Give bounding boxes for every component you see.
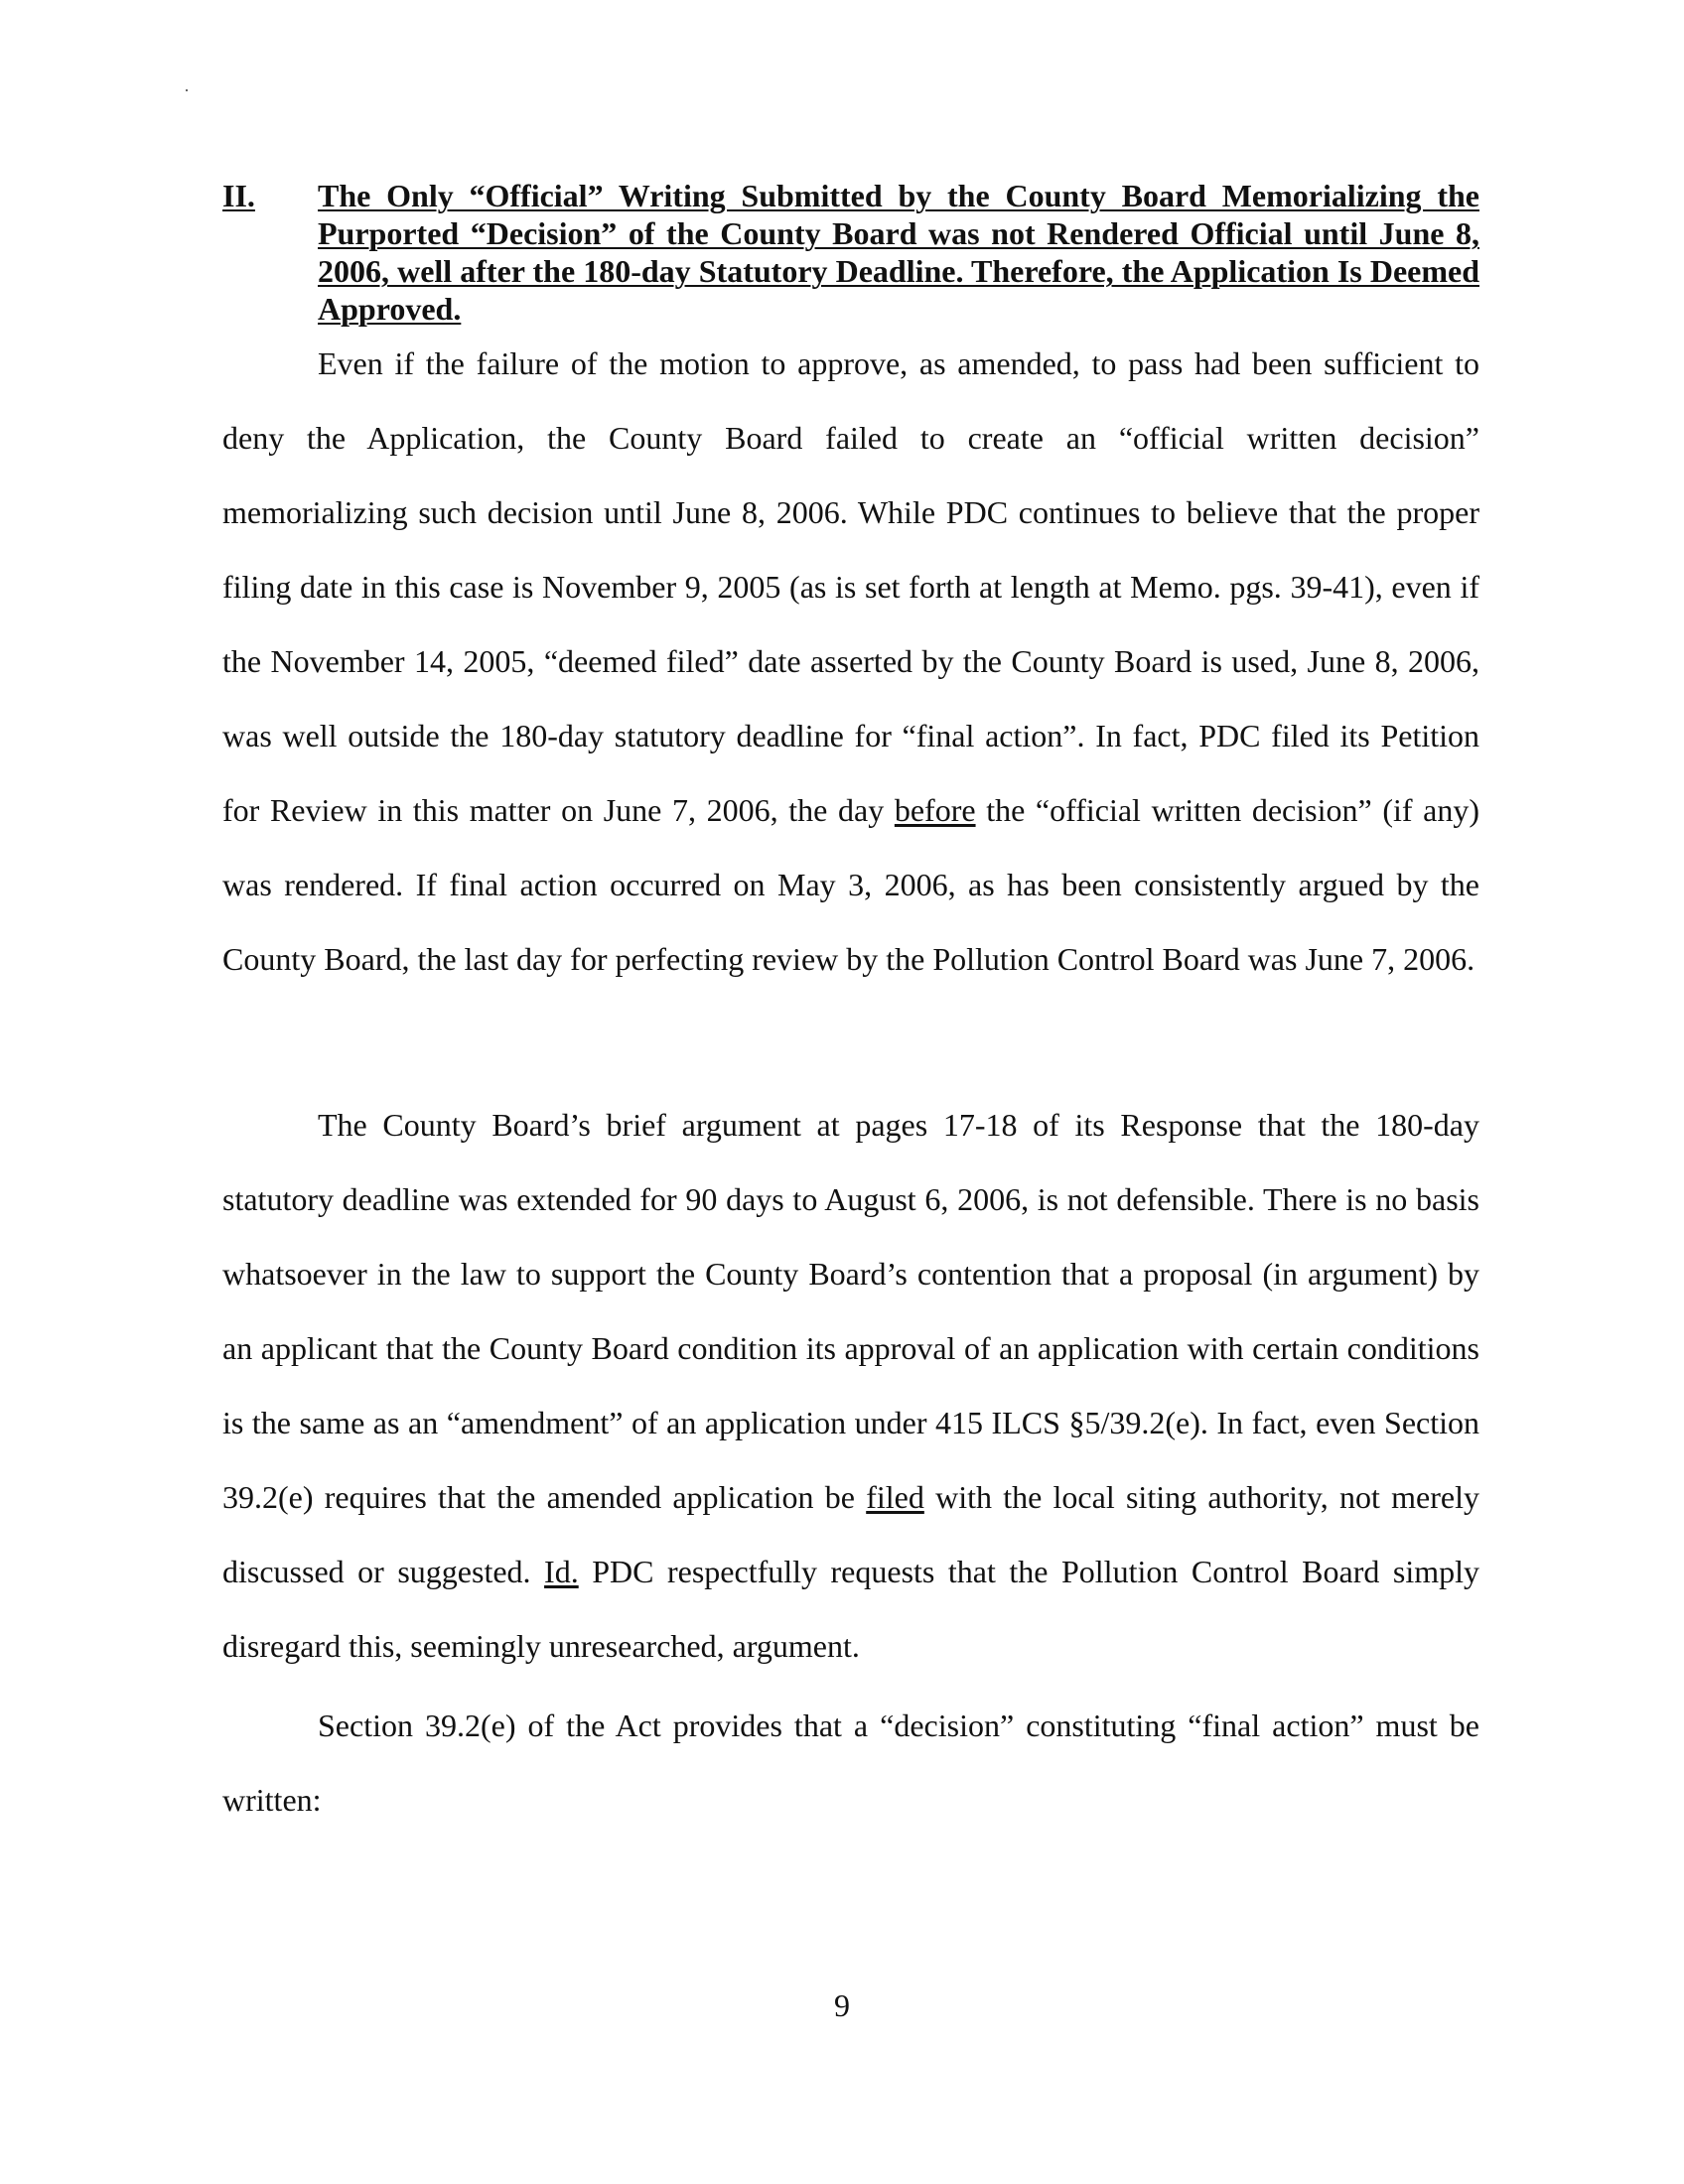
section-number: II. <box>222 178 255 213</box>
scan-speck <box>186 89 188 91</box>
paragraph-extension-argument <box>222 1088 1479 1684</box>
paragraph-2-text-b: with the local siting authority, not merely discussed or suggested. <box>222 1479 1480 1589</box>
paragraph-2-text-a: The County Board’s brief argument at pages 17-18 of its Response that the 180-day statutory deadline was extended for 90 days to August 6, 2006, is not defensible. There is no basis whatsoever in the law to support the County Board’s contention that a proposal (in argument) by an applicant that the County Board condition its approval of an application with certain conditions is the same as an “amendment” of an application under 415 ILCS §5/39.2(e). In fact, even Section 39.2(e) requires that the amended application be <box>222 1107 1479 1515</box>
section-heading-text: The Only “Official” Writing Submitted by the County Board Memorializing the Purported “Decision” of the County Board was not Rendered Official until June 8, 2006, well after the 180-day Statutory Deadline. Therefore, the Application Is Deemed Approved. <box>318 178 1479 327</box>
paragraph-filing-deadline <box>222 327 1479 997</box>
paragraph-1-text-a: Even if the failure of the motion to approve, as amended, to pass had been sufficient to deny the Application, the County Board failed to create an “official written decision” memorializing such decision until June 8, 2006. While PDC continues to believe that the proper filing date in this case is November 9, 2005 (as is set forth at length at Memo. pgs. 39-41), even if the November 14, 2005, “deemed filed” date asserted by the County Board is used, June 8, 2006, was well outside the 180-day statutory deadline for “final action”. In fact, PDC filed its Petition for Review in this matter on June 7, 2006, the day <box>222 345 1479 828</box>
page-number: 9 <box>834 1987 850 2023</box>
paragraph-1-text-b: the “official written decision” (if any) was rendered. If final action occurred on May 3, 2006, as has been consistently argued by the County Board, the last day for perfecting review by the Pollution Control Board was June 7, 2006. <box>222 792 1480 977</box>
paragraph-2-underlined-id: Id. <box>544 1554 579 1589</box>
paragraph-2-underlined-filed: filed <box>866 1479 924 1515</box>
paragraph-2-text-c: PDC respectfully requests that the Pollution Control Board simply disregard this, seemingly unresearched, argument. <box>222 1554 1479 1664</box>
paragraph-written-decision: Section 39.2(e) of the Act provides that a “decision” constituting “final action” must be written: <box>222 1707 1479 1818</box>
section-heading <box>222 177 1479 328</box>
paragraph-1-underlined-before: before <box>894 792 976 828</box>
